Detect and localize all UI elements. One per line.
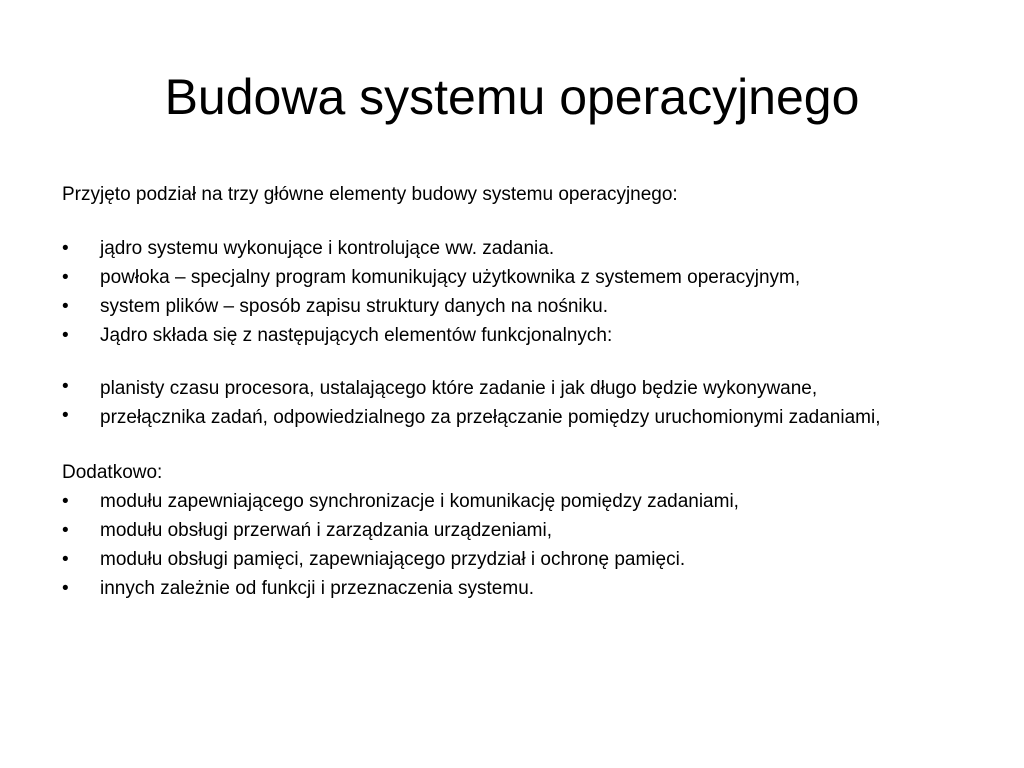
main-elements-list (62, 234, 982, 350)
list-item (62, 487, 982, 516)
list-item-text: innych zależnie od funkcji i przeznaczenia systemu. (100, 578, 535, 599)
list-item (62, 574, 982, 603)
bullet-icon: • (62, 549, 69, 570)
additional-label: Dodatkowo: (62, 462, 163, 483)
bullet-icon: • (62, 405, 69, 426)
bullet-icon: • (62, 267, 69, 288)
kernel-elements-list (62, 375, 982, 433)
bullet-icon: • (62, 578, 69, 599)
list-item (62, 234, 982, 263)
list-item-text: jądro systemu wykonujące i kontrolujące ww. zadania. (100, 238, 555, 259)
spacer (62, 209, 982, 234)
list-item (62, 263, 982, 292)
spacer (62, 433, 982, 458)
slide-title: Budowa systemu operacyjnego (164, 69, 860, 125)
list-item (62, 292, 982, 321)
list-item-text: powłoka – specjalny program komunikujący użytkownika z systemem operacyjnym, (100, 267, 801, 288)
list-item-text: planisty czasu procesora, ustalającego które zadanie i jak długo będzie wykonywane, (100, 378, 818, 399)
list-item-text: modułu obsługi pamięci, zapewniającego przydział i ochronę pamięci. (100, 549, 686, 570)
list-item-text: Jądro składa się z następujących elementów funkcjonalnych: (100, 325, 613, 346)
bullet-icon: • (62, 520, 69, 541)
list-item-text: modułu zapewniającego synchronizacje i komunikację pomiędzy zadaniami, (100, 491, 739, 512)
list-item (62, 545, 982, 574)
intro-paragraph: Przyjęto podział na trzy główne elementy budowy systemu operacyjnego: (62, 184, 678, 205)
bullet-icon: • (62, 296, 69, 317)
list-item (62, 404, 982, 433)
slide-content (62, 180, 982, 603)
list-item-text: przełącznika zadań, odpowiedzialnego za przełączanie pomiędzy uruchomionymi zadaniami, (100, 407, 881, 428)
additional-modules-list (62, 487, 982, 603)
list-item-text: system plików – sposób zapisu struktury danych na nośniku. (100, 296, 608, 317)
bullet-icon: • (62, 491, 69, 512)
list-item (62, 321, 982, 350)
bullet-icon: • (62, 376, 69, 397)
bullet-icon: • (62, 238, 69, 259)
list-item (62, 375, 982, 404)
bullet-icon: • (62, 325, 69, 346)
list-item-text: modułu obsługi przerwań i zarządzania urządzeniami, (100, 520, 553, 541)
spacer (62, 350, 982, 375)
list-item (62, 516, 982, 545)
